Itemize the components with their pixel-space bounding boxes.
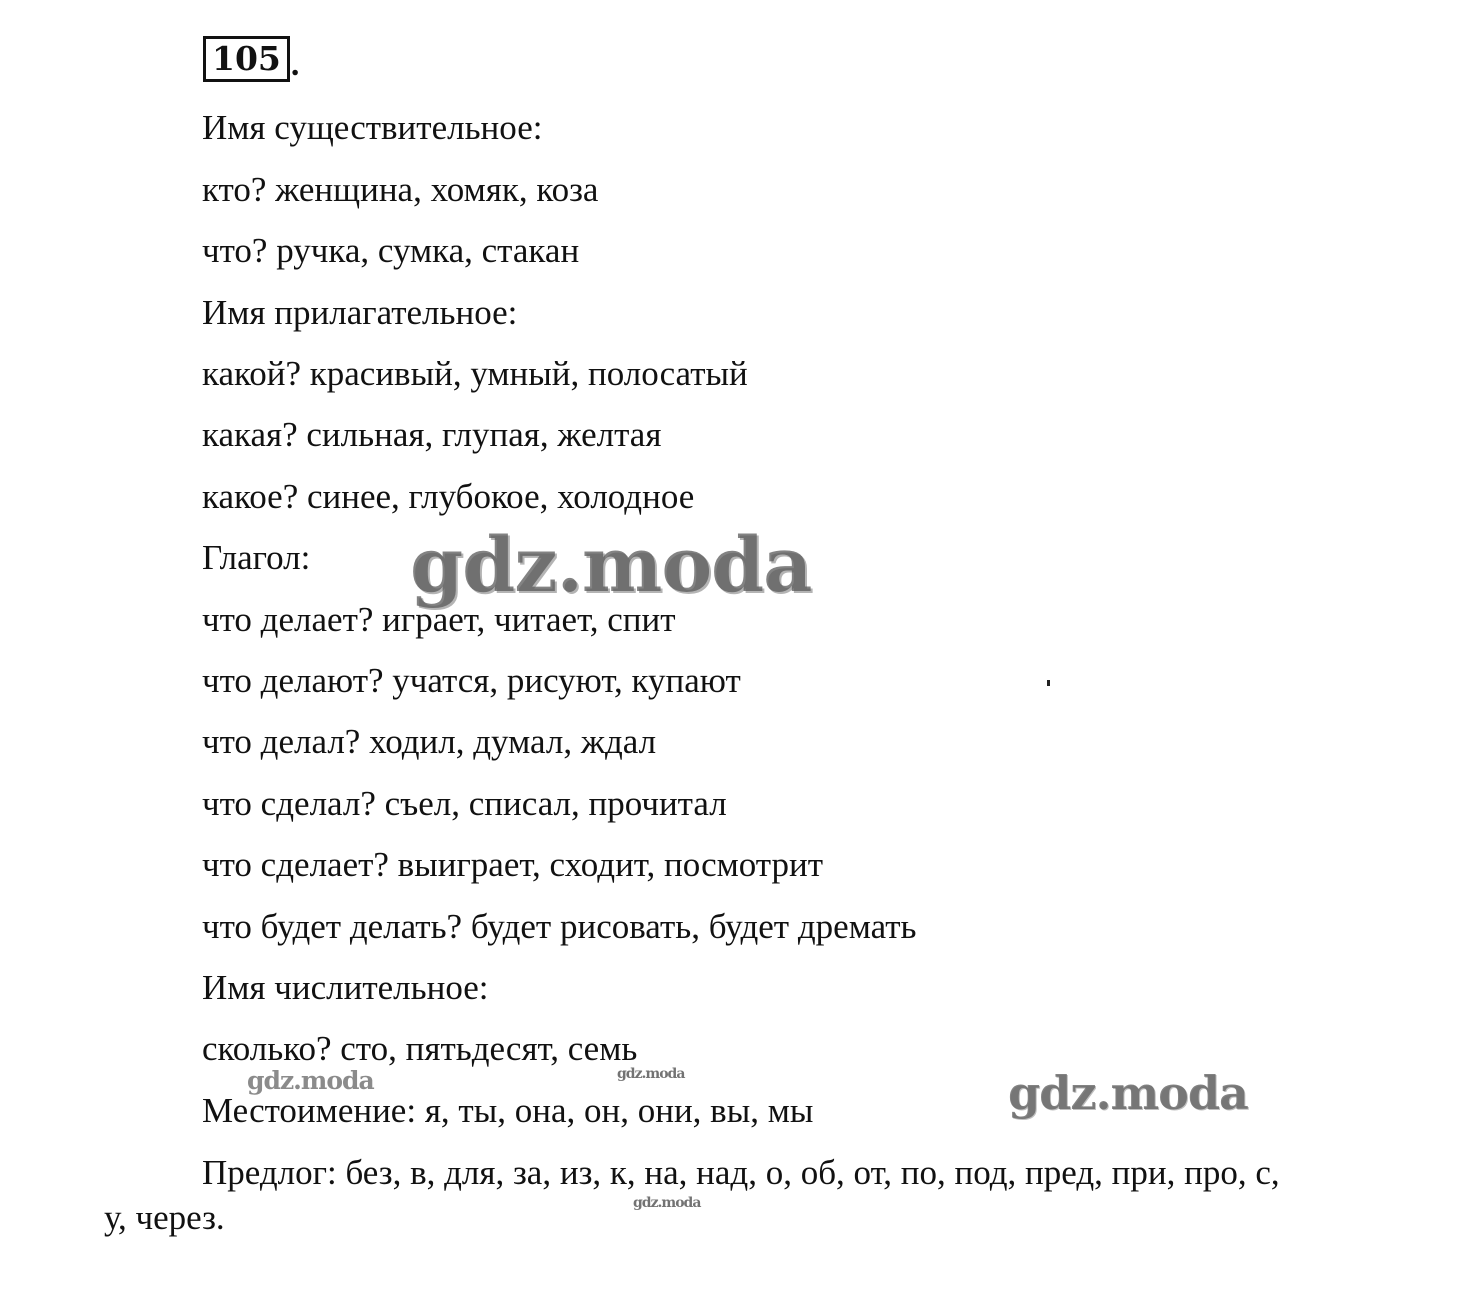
task-number xyxy=(203,36,299,82)
verb-past-perf-line: что сделал? съел, списал, прочитал xyxy=(202,784,727,823)
verb-future-perf-line: что сделает? выиграет, сходит, посмотрит xyxy=(202,845,824,884)
verb-past-imperf-line: что делал? ходил, думал, ждал xyxy=(202,722,657,761)
watermark-bottom-tiny: gdz.moda xyxy=(633,1195,701,1211)
pronoun-line: Местоимение: я, ты, она, он, они, вы, мы xyxy=(202,1091,814,1130)
task-number-dot: . xyxy=(290,46,300,83)
adjective-neut-line: какое? синее, глубокое, холодное xyxy=(202,477,695,516)
numeral-line: сколько? сто, пятьдесят, семь xyxy=(202,1029,638,1068)
heading-adjective: Имя прилагательное: xyxy=(202,293,518,332)
noun-who-line: кто? женщина, хомяк, коза xyxy=(202,170,599,209)
heading-verb: Глагол: xyxy=(202,538,311,577)
verb-future-imperf-line: что будет делать? будет рисовать, будет дремать xyxy=(202,907,917,946)
heading-noun: Имя существительное: xyxy=(202,108,543,147)
scan-speck xyxy=(1047,680,1050,686)
verb-present-pl-line: что делают? учатся, рисуют, купают xyxy=(202,661,741,700)
verb-present-sg-line: что делает? играет, читает, спит xyxy=(202,600,676,639)
adjective-fem-line: какая? сильная, глупая, желтая xyxy=(202,415,662,454)
preposition-paragraph: Предлог: без, в, для, за, из, к, на, над, о, об, от, по, под, пред, при, про, с, у, через. xyxy=(104,1153,1280,1237)
adjective-masc-line: какой? красивый, умный, полосатый xyxy=(202,354,748,393)
heading-numeral: Имя числительное: xyxy=(202,968,489,1007)
watermark-left-small: gdz.moda xyxy=(247,1066,374,1095)
task-number-box: 105 xyxy=(203,36,290,82)
watermark-center-tiny: gdz.moda xyxy=(617,1066,685,1082)
watermark-right: gdz.moda xyxy=(1008,1066,1248,1120)
watermark-main: gdz.moda xyxy=(410,520,812,609)
noun-what-line: что? ручка, сумка, стакан xyxy=(202,231,580,270)
